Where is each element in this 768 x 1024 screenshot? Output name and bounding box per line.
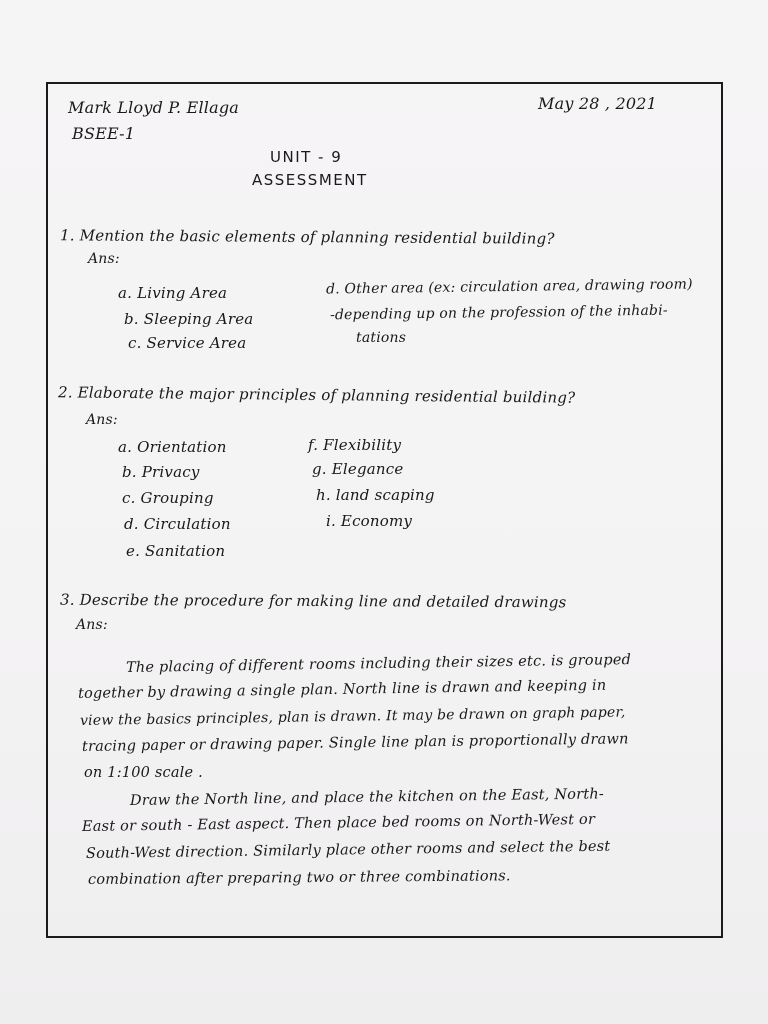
question-2: 2. Elaborate the major principles of planning residential building? [57,383,576,407]
q3-paragraph-2-line-1: Draw the North line, and place the kitchen on the East, North- [129,786,605,809]
q3-answer-label: Ans: [76,617,108,633]
q3-paragraph-1-line-3: view the basics principles, plan is drawn. It may be drawn on graph paper, [79,704,626,729]
q2-item-h: h. land scaping [316,486,435,504]
q3-paragraph-1-line-5: on 1:100 scale . [84,765,203,781]
q3-paragraph-1-line-1: The placing of different rooms including their sizes etc. is grouped [125,652,632,676]
q3-paragraph-1-line-4: tracing paper or drawing paper. Single line plan is proportionally drawn [81,731,629,755]
question-3: 3. Describe the procedure for making line and detailed drawings [59,590,567,612]
q3-paragraph-2-line-2: East or south - East aspect. Then place bed rooms on North-West or [81,811,596,835]
q3-paragraph-2-line-3: South-West direction. Similarly place other rooms and select the best [85,838,611,862]
question-1: 1. Mention the basic elements of planning residential building? [59,226,555,248]
q2-item-i: i. Economy [326,512,413,530]
page-border [46,82,723,938]
q2-item-f: f. Flexibility [308,436,402,454]
q1-item-d-line2: -depending up on the profession of the inhabi- [329,302,668,324]
q2-item-e: e. Sanitation [126,542,226,560]
q2-item-c: c. Grouping [122,489,214,507]
unit-title: UNIT - 9 [270,148,343,166]
q1-item-b: b. Sleeping Area [124,310,254,328]
student-section: BSEE-1 [72,124,136,143]
student-name: Mark Lloyd P. Ellaga [68,98,240,117]
q2-item-d: d. Circulation [124,515,231,533]
q3-paragraph-1-line-2: together by drawing a single plan. North line is drawn and keeping in [77,677,607,702]
q1-item-d-line3: tations [356,330,407,346]
q2-item-b: b. Privacy [122,463,200,481]
date: May 28 , 2021 [538,94,657,113]
q3-paragraph-2-line-4: combination after preparing two or three combinations. [87,868,511,888]
assessment-title: ASSESSMENT [252,171,368,189]
q1-item-c: c. Service Area [128,334,247,352]
q2-item-g: g. Elegance [312,460,404,478]
q2-answer-label: Ans: [86,412,118,428]
q1-answer-label: Ans: [88,251,120,267]
q2-item-a: a. Orientation [118,438,227,456]
q1-item-d: d. Other area (ex: circulation area, drawing room) [325,276,693,298]
q1-item-a: a. Living Area [118,284,228,302]
